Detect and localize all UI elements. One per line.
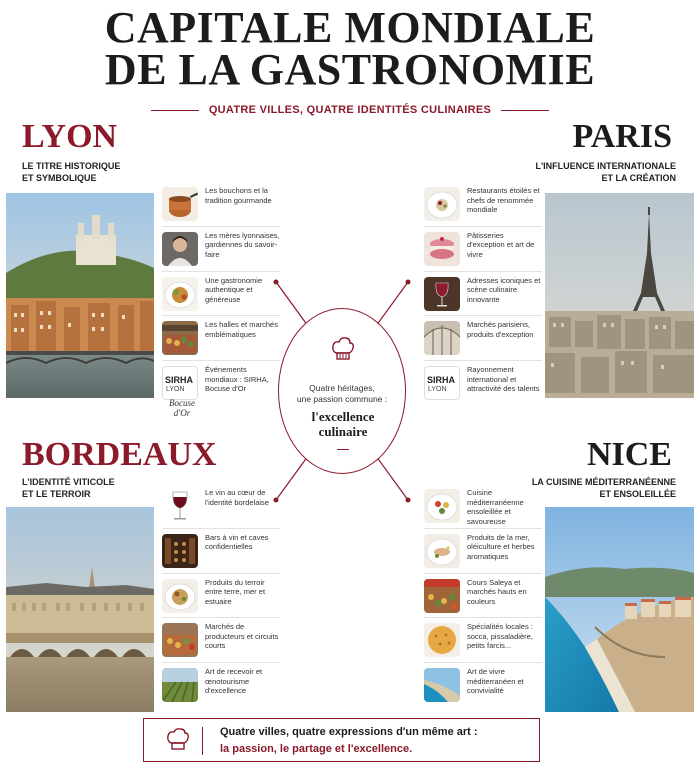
center-medallion [278,308,406,474]
list-item-text: Les halles et marchés emblématiques [205,320,278,339]
list-item-text: Produits de la mer, oléiculture et herbes aromatiques [467,532,535,561]
footer-line1: Quatre villes, quatre expressions d'un même art : [220,726,478,738]
list-item-text: Événements mondiaux : SIRHA, Bocuse d'Or [205,365,269,394]
city-tagline-paris-1: L'INFLUENCE INTERNATIONALE [535,161,676,171]
city-tagline-nice-2: ET ENSOLEILLÉE [599,489,676,499]
connector-dot-bordeaux [274,498,279,503]
connector-lyon [276,282,308,326]
page-title-line2: DE LA GASTRONOMIE [104,45,596,94]
list-item-text: Cours Saleya et marchés hauts en couleurs [467,577,527,606]
list-item-text: Produits du terroir entre terre, mer et estuaire [205,577,266,606]
list-item-text: Pâtisseries d'exception et art de vivre [467,230,535,259]
list-item-text: Les mères lyonnaises, gardiennes du savoir-faire [205,230,280,259]
page-title-line1: CAPITALE MONDIALE [104,3,596,52]
city-tagline-nice-1: LA CUISINE MÉDITERRANÉENNE [531,477,676,487]
bocuse-dor-line2: d'Or [173,408,191,418]
city-tagline-lyon-1: LE TITRE HISTORIQUE [22,161,121,171]
city-tagline-bordeaux-2: ET LE TERROIR [22,489,91,499]
list-item-text: Restaurants étoilés et chefs de renommée mondiale [467,186,540,214]
list-item-text: Rayonnement international et attractivité des talents [467,365,540,394]
subtitle-text: QUATRE VILLES, QUATRE IDENTITÉS CULINAIRES [208,104,492,116]
list-item-text: Bars à vin et caves confidentielles [205,532,269,552]
list-item-text: Marchés de producteurs et circuits courts [205,622,279,651]
connector-dot-lyon [274,280,279,285]
chef-hat-icon [166,728,190,759]
connector-dot-nice [406,498,411,503]
connector-bordeaux [276,456,308,500]
list-item-text: Art de recevoir et œnotourisme d'excellence [205,667,263,696]
city-name-lyon: LYON [22,118,118,155]
center-intro [279,383,405,405]
chef-hat-icon [331,337,355,370]
list-item-text: Art de vivre méditerranéen et convivialité [467,667,524,696]
sirha-logo-subtext: LYON [428,386,447,394]
list-item-text: Le vin au cœur de l'identité bordelaise [205,488,269,507]
sirha-logo-text: SIRHA [165,375,194,386]
footer-line2: la passion, le partage et l'excellence. [220,743,413,755]
city-name-nice: NICE [586,436,672,473]
list-item-text: Les bouchons et la tradition gourmande [205,186,272,205]
sirha-logo-text: SIRHA [427,375,456,386]
center-intro-line2: une passion commune : [296,394,388,404]
city-tagline-bordeaux-1: L'IDENTITÉ VITICOLE [22,477,115,487]
list-item-text: Spécialités locales : socca, pissaladière, petits farcis... [467,622,533,651]
list-item-text: Une gastronomie authentique et généreuse [205,275,263,304]
center-intro-line1: Quatre héritages, [309,383,375,393]
center-emphasis: l'excellence culinaire [311,409,375,439]
list-item-text: Marchés parisiens, produits d'exception [467,320,534,339]
sirha-logo-subtext: LYON [166,386,185,394]
footer-banner [143,718,540,762]
city-tagline-lyon-2: ET SYMBOLIQUE [22,173,97,183]
city-name-bordeaux: BORDEAUX [22,436,217,473]
connector-nice [376,456,408,500]
connector-paris [376,282,408,326]
connector-dot-paris [406,280,411,285]
city-tagline-paris-2: ET LA CRÉATION [601,173,676,183]
list-item-text: Cuisine méditerranéenne ensoleillée et savoureuse [467,488,524,526]
center-dash [337,449,349,450]
bocuse-dor-line1: Bocuse [169,398,195,408]
city-name-paris: PARIS [572,118,672,155]
footer-separator [202,727,203,755]
list-item-text: Adresses iconiques et scène culinaire innovante [467,275,541,304]
